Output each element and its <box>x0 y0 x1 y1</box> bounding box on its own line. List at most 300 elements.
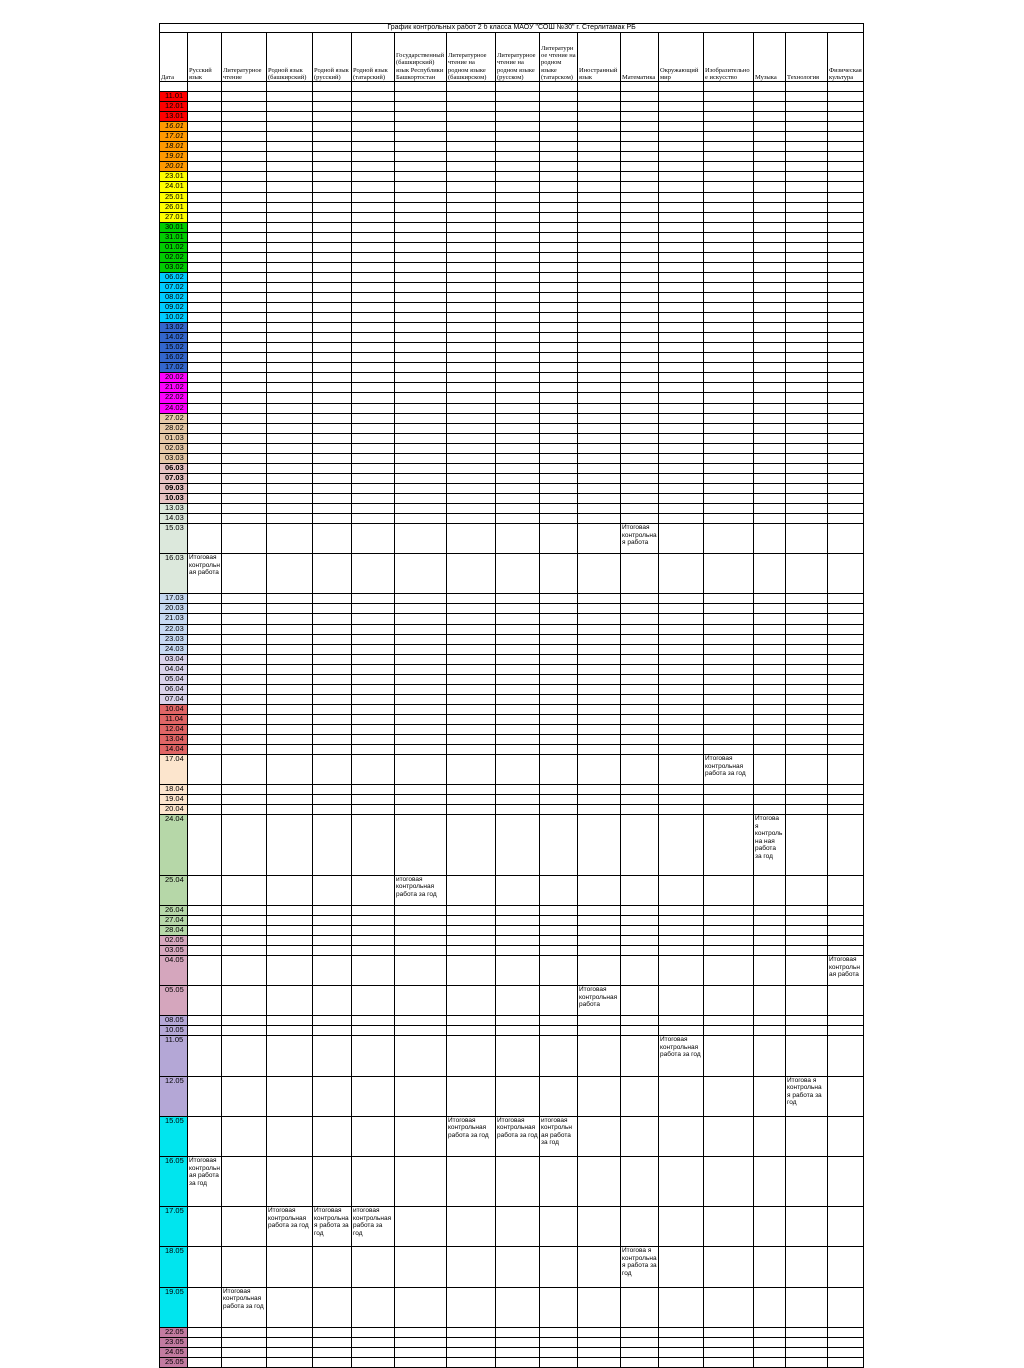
empty-cell <box>188 292 222 302</box>
empty-cell <box>578 735 621 745</box>
empty-cell <box>786 323 828 333</box>
empty-cell <box>496 986 540 1016</box>
empty-cell <box>188 142 222 152</box>
empty-cell <box>222 1247 267 1287</box>
empty-cell <box>222 182 267 192</box>
empty-cell <box>621 694 659 704</box>
date-cell: 07.03 <box>160 473 188 483</box>
empty-cell <box>754 604 786 614</box>
empty-cell <box>313 122 352 132</box>
empty-cell <box>621 1357 659 1367</box>
empty-cell <box>352 363 395 373</box>
empty-cell <box>786 192 828 202</box>
empty-cell <box>188 122 222 132</box>
empty-cell <box>395 373 447 383</box>
empty-cell <box>704 1016 754 1026</box>
empty-cell <box>828 1247 864 1287</box>
header-subject: Литературное чтение <box>222 33 267 82</box>
empty-cell <box>828 453 864 463</box>
empty-cell <box>540 725 578 735</box>
empty-cell <box>222 82 267 92</box>
empty-cell <box>313 735 352 745</box>
empty-cell <box>754 112 786 122</box>
empty-cell <box>659 463 704 473</box>
date-cell: 06.03 <box>160 463 188 473</box>
empty-cell <box>786 1157 828 1207</box>
empty-cell <box>352 674 395 684</box>
empty-cell <box>496 614 540 624</box>
empty-cell <box>267 1157 313 1207</box>
empty-cell <box>754 755 786 785</box>
empty-cell <box>621 514 659 524</box>
empty-cell <box>222 725 267 735</box>
empty-cell <box>267 1116 313 1156</box>
empty-cell <box>704 272 754 282</box>
empty-cell <box>313 202 352 212</box>
table-row <box>160 373 864 383</box>
empty-cell <box>395 142 447 152</box>
header-subject: Технология <box>786 33 828 82</box>
empty-cell <box>395 654 447 664</box>
empty-cell <box>659 1247 704 1287</box>
empty-cell <box>828 383 864 393</box>
header-subject: Математика <box>621 33 659 82</box>
empty-cell <box>704 674 754 684</box>
empty-cell <box>659 624 704 634</box>
empty-cell <box>621 805 659 815</box>
empty-cell <box>352 664 395 674</box>
empty-cell <box>222 292 267 302</box>
empty-cell <box>313 152 352 162</box>
empty-cell <box>704 1026 754 1036</box>
empty-cell <box>659 1337 704 1347</box>
empty-cell <box>540 785 578 795</box>
empty-cell <box>754 1337 786 1347</box>
empty-cell <box>828 463 864 473</box>
empty-cell <box>704 202 754 212</box>
empty-cell <box>395 443 447 453</box>
empty-cell <box>754 82 786 92</box>
empty-cell <box>447 654 496 664</box>
empty-cell <box>540 986 578 1016</box>
empty-cell <box>222 112 267 122</box>
empty-cell <box>188 1076 222 1116</box>
empty-cell <box>496 795 540 805</box>
empty-cell <box>578 142 621 152</box>
table-row <box>160 453 864 463</box>
table-row <box>160 725 864 735</box>
empty-cell <box>540 82 578 92</box>
empty-cell <box>754 182 786 192</box>
empty-cell <box>188 785 222 795</box>
date-cell: 28.02 <box>160 423 188 433</box>
empty-cell <box>786 946 828 956</box>
empty-cell <box>828 925 864 935</box>
empty-cell <box>267 624 313 634</box>
empty-cell <box>621 383 659 393</box>
empty-cell <box>704 654 754 664</box>
empty-cell <box>786 272 828 282</box>
empty-cell <box>352 714 395 724</box>
empty-cell <box>352 353 395 363</box>
empty-cell <box>395 936 447 946</box>
empty-cell <box>786 333 828 343</box>
date-cell: 22.05 <box>160 1327 188 1337</box>
empty-cell <box>188 684 222 694</box>
exam-cell: Итоговая контрольна я работа за год <box>313 1207 352 1247</box>
empty-cell <box>704 1337 754 1347</box>
empty-cell <box>352 594 395 604</box>
empty-cell <box>704 152 754 162</box>
empty-cell <box>754 634 786 644</box>
empty-cell <box>352 795 395 805</box>
empty-cell <box>188 323 222 333</box>
date-cell: 27.01 <box>160 212 188 222</box>
empty-cell <box>578 413 621 423</box>
date-cell: 09.02 <box>160 303 188 313</box>
date-cell: 24.02 <box>160 403 188 413</box>
empty-cell <box>222 323 267 333</box>
table-row <box>160 905 864 915</box>
empty-cell <box>754 524 786 554</box>
empty-cell <box>578 232 621 242</box>
empty-cell <box>352 1016 395 1026</box>
empty-cell <box>352 725 395 735</box>
empty-cell <box>496 303 540 313</box>
empty-cell <box>313 554 352 594</box>
table-row <box>160 122 864 132</box>
empty-cell <box>621 986 659 1016</box>
empty-cell <box>188 262 222 272</box>
empty-cell <box>267 936 313 946</box>
empty-cell <box>222 202 267 212</box>
empty-cell <box>267 162 313 172</box>
empty-cell <box>188 815 222 875</box>
empty-cell <box>352 132 395 142</box>
empty-cell <box>754 102 786 112</box>
table-row <box>160 313 864 323</box>
empty-cell <box>828 102 864 112</box>
empty-cell <box>621 333 659 343</box>
empty-cell <box>704 282 754 292</box>
empty-cell <box>267 423 313 433</box>
empty-cell <box>447 785 496 795</box>
empty-cell <box>828 805 864 815</box>
empty-cell <box>786 282 828 292</box>
empty-cell <box>313 815 352 875</box>
empty-cell <box>754 313 786 323</box>
empty-cell <box>621 433 659 443</box>
empty-cell <box>621 353 659 363</box>
empty-cell <box>222 936 267 946</box>
empty-cell <box>828 172 864 182</box>
table-row <box>160 986 864 1016</box>
empty-cell <box>267 363 313 373</box>
table-row <box>160 936 864 946</box>
empty-cell <box>395 524 447 554</box>
empty-cell <box>267 554 313 594</box>
empty-cell <box>447 986 496 1016</box>
empty-cell <box>540 624 578 634</box>
header-subject: Изобразительное искусство <box>704 33 754 82</box>
empty-cell <box>540 805 578 815</box>
empty-cell <box>659 82 704 92</box>
empty-cell <box>786 403 828 413</box>
empty-cell <box>222 925 267 935</box>
empty-cell <box>704 1327 754 1337</box>
empty-cell <box>828 524 864 554</box>
empty-cell <box>621 363 659 373</box>
empty-cell <box>313 1036 352 1076</box>
empty-cell <box>222 614 267 624</box>
empty-cell <box>352 182 395 192</box>
empty-cell <box>188 212 222 222</box>
empty-cell <box>621 1116 659 1156</box>
table-row <box>160 714 864 724</box>
empty-cell <box>395 1347 447 1357</box>
empty-cell <box>496 805 540 815</box>
empty-cell <box>267 383 313 393</box>
exam-cell: Итоговая контрольна я работа <box>621 524 659 554</box>
empty-cell <box>828 725 864 735</box>
empty-cell <box>395 122 447 132</box>
empty-cell <box>447 946 496 956</box>
empty-cell <box>188 493 222 503</box>
empty-cell <box>754 745 786 755</box>
empty-cell <box>659 1076 704 1116</box>
empty-cell <box>395 634 447 644</box>
empty-cell <box>578 122 621 132</box>
empty-cell <box>786 905 828 915</box>
empty-cell <box>352 323 395 333</box>
empty-cell <box>786 986 828 1016</box>
empty-cell <box>313 936 352 946</box>
empty-cell <box>754 1157 786 1207</box>
empty-cell <box>447 313 496 323</box>
empty-cell <box>352 82 395 92</box>
empty-cell <box>395 433 447 443</box>
empty-cell <box>352 905 395 915</box>
empty-cell <box>267 805 313 815</box>
empty-cell <box>313 1347 352 1357</box>
empty-cell <box>828 1116 864 1156</box>
empty-cell <box>222 423 267 433</box>
empty-cell <box>578 132 621 142</box>
empty-cell <box>786 805 828 815</box>
empty-cell <box>659 925 704 935</box>
empty-cell <box>786 594 828 604</box>
empty-cell <box>578 514 621 524</box>
table-row <box>160 795 864 805</box>
empty-cell <box>578 162 621 172</box>
empty-cell <box>786 92 828 102</box>
empty-cell <box>447 1247 496 1287</box>
empty-cell <box>540 1347 578 1357</box>
empty-cell <box>447 1357 496 1367</box>
empty-cell <box>267 433 313 443</box>
empty-cell <box>496 483 540 493</box>
empty-cell <box>621 654 659 664</box>
empty-cell <box>395 132 447 142</box>
empty-cell <box>754 1347 786 1357</box>
empty-cell <box>447 433 496 443</box>
empty-cell <box>828 1026 864 1036</box>
empty-cell <box>222 875 267 905</box>
empty-cell <box>267 664 313 674</box>
empty-cell <box>313 433 352 443</box>
empty-cell <box>313 785 352 795</box>
empty-cell <box>786 1247 828 1287</box>
empty-cell <box>786 1347 828 1357</box>
empty-cell <box>496 262 540 272</box>
empty-cell <box>188 1016 222 1026</box>
empty-cell <box>447 905 496 915</box>
empty-cell <box>704 363 754 373</box>
empty-cell <box>621 714 659 724</box>
empty-cell <box>828 112 864 122</box>
table-row <box>160 704 864 714</box>
empty-cell <box>395 1076 447 1116</box>
empty-cell <box>222 1357 267 1367</box>
empty-cell <box>496 624 540 634</box>
empty-cell <box>704 644 754 654</box>
empty-cell <box>621 1337 659 1347</box>
empty-cell <box>786 122 828 132</box>
empty-cell <box>352 986 395 1016</box>
date-cell: 24.03 <box>160 644 188 654</box>
table-row <box>160 524 864 554</box>
empty-cell <box>188 473 222 483</box>
date-cell: 13.04 <box>160 735 188 745</box>
empty-cell <box>659 473 704 483</box>
empty-cell <box>222 986 267 1016</box>
empty-cell <box>754 915 786 925</box>
empty-cell <box>540 102 578 112</box>
empty-cell <box>578 343 621 353</box>
empty-cell <box>786 1026 828 1036</box>
empty-cell <box>352 333 395 343</box>
empty-cell <box>496 1207 540 1247</box>
date-cell: 18.04 <box>160 785 188 795</box>
empty-cell <box>313 1157 352 1207</box>
empty-cell <box>496 644 540 654</box>
empty-cell <box>786 363 828 373</box>
empty-cell <box>754 162 786 172</box>
empty-cell <box>704 443 754 453</box>
empty-cell <box>395 252 447 262</box>
date-cell: 16.03 <box>160 554 188 594</box>
empty-cell <box>704 192 754 202</box>
table-row <box>160 684 864 694</box>
header-subject: Родной язык (татарский) <box>352 33 395 82</box>
empty-cell <box>578 815 621 875</box>
empty-cell <box>578 222 621 232</box>
empty-cell <box>267 493 313 503</box>
empty-cell <box>496 1157 540 1207</box>
empty-cell <box>188 704 222 714</box>
empty-cell <box>754 1247 786 1287</box>
empty-cell <box>621 815 659 875</box>
empty-cell <box>222 514 267 524</box>
empty-cell <box>659 694 704 704</box>
empty-cell <box>659 905 704 915</box>
empty-cell <box>540 1076 578 1116</box>
empty-cell <box>496 1337 540 1347</box>
empty-cell <box>540 503 578 513</box>
empty-cell <box>578 684 621 694</box>
empty-cell <box>540 353 578 363</box>
empty-cell <box>447 383 496 393</box>
empty-cell <box>313 292 352 302</box>
empty-cell <box>786 393 828 403</box>
empty-cell <box>828 735 864 745</box>
empty-cell <box>659 714 704 724</box>
table-row <box>160 192 864 202</box>
empty-cell <box>704 1076 754 1116</box>
date-cell: 20.01 <box>160 162 188 172</box>
empty-cell <box>578 755 621 785</box>
empty-cell <box>496 222 540 232</box>
exam-cell: Итоговая контрольн ая работа за год <box>188 1157 222 1207</box>
empty-cell <box>188 453 222 463</box>
empty-cell <box>188 282 222 292</box>
empty-cell <box>786 714 828 724</box>
empty-cell <box>540 634 578 644</box>
empty-cell <box>267 1327 313 1337</box>
empty-cell <box>447 122 496 132</box>
empty-cell <box>578 383 621 393</box>
empty-cell <box>659 423 704 433</box>
empty-cell <box>578 694 621 704</box>
empty-cell <box>395 1337 447 1347</box>
empty-cell <box>267 604 313 614</box>
empty-cell <box>352 785 395 795</box>
empty-cell <box>395 604 447 614</box>
empty-cell <box>188 604 222 614</box>
empty-cell <box>395 714 447 724</box>
empty-cell <box>621 614 659 624</box>
empty-cell <box>267 1357 313 1367</box>
empty-cell <box>447 936 496 946</box>
empty-cell <box>222 242 267 252</box>
empty-cell <box>828 343 864 353</box>
empty-cell <box>352 272 395 282</box>
empty-cell <box>659 745 704 755</box>
empty-cell <box>540 745 578 755</box>
empty-cell <box>395 946 447 956</box>
empty-cell <box>496 242 540 252</box>
empty-cell <box>188 745 222 755</box>
empty-cell <box>540 232 578 242</box>
empty-cell <box>540 122 578 132</box>
empty-cell <box>659 92 704 102</box>
empty-cell <box>754 1327 786 1337</box>
empty-cell <box>578 1036 621 1076</box>
empty-cell <box>621 182 659 192</box>
date-cell: 28.04 <box>160 925 188 935</box>
empty-cell <box>395 232 447 242</box>
empty-cell <box>352 343 395 353</box>
empty-cell <box>188 313 222 323</box>
empty-cell <box>540 905 578 915</box>
empty-cell <box>578 363 621 373</box>
date-cell: 10.03 <box>160 493 188 503</box>
table-row <box>160 252 864 262</box>
empty-cell <box>352 554 395 594</box>
empty-cell <box>395 202 447 212</box>
empty-cell <box>578 272 621 282</box>
empty-cell <box>578 242 621 252</box>
